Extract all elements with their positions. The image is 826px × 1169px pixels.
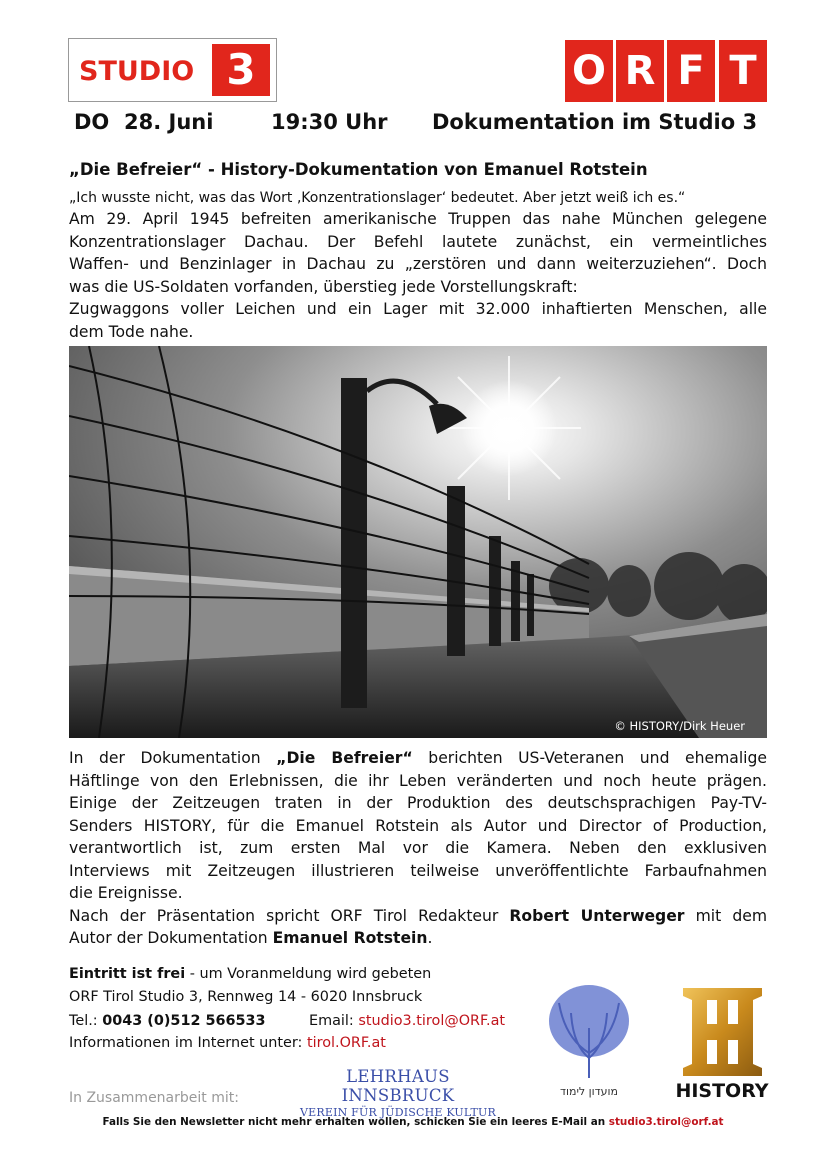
address: ORF Tirol Studio 3, Rennweg 14 - 6020 Innsbruck: [69, 989, 423, 1005]
email-line: [309, 1013, 505, 1029]
entry-info: [69, 966, 431, 982]
cooperation-label: In Zusammenarbeit mit:: [69, 1090, 239, 1106]
web-link[interactable]: tirol.ORF.at: [306, 1035, 386, 1051]
photo-credit: © HISTORY/Dirk Heuer: [614, 719, 745, 733]
body-line: Einige der Zeitzeugen traten in der Produktion des deutschsprachigen Pay-TV-: [69, 794, 767, 812]
tree-hebrew-text: מועדון לימוד: [559, 1085, 619, 1098]
body-paragraph: [69, 747, 767, 950]
orf-letter-f: F: [667, 40, 715, 102]
film-title: „Die Befreier“: [276, 749, 413, 767]
lehrhaus-subtitle: VEREIN FÜR JÜDISCHE KULTUR: [300, 1106, 496, 1119]
history-channel-logo: [665, 984, 780, 1102]
intro-line: Zugwaggons voller Leichen und ein Lager mit 32.000 inhaftierten Menschen, alle: [69, 300, 767, 318]
intro-paragraph: [69, 208, 767, 343]
header-date: 28. Juni: [124, 110, 214, 134]
entry-free: Eintritt ist frei: [69, 966, 186, 982]
tel-number[interactable]: 0043 (0)512 566533: [102, 1013, 266, 1029]
contact-line: [69, 1013, 266, 1029]
lehrhaus-innsbruck-logo: [287, 1067, 509, 1119]
body-text: Nach der Präsentation spricht ORF Tirol Redakteur: [69, 906, 510, 925]
body-line: [69, 927, 767, 950]
quote: „Ich wusste nicht, was das Wort ‚Konzentrationslager‘ bedeutet. Aber jetzt weiß ich es.“: [69, 190, 686, 206]
header-time: 19:30 Uhr: [271, 110, 388, 134]
body-line: Senders HISTORY, für die Emanuel Rotstein als Autor und Director of Production,: [69, 816, 767, 835]
body-text: Autor der Dokumentation: [69, 929, 273, 947]
orf-letter-o: O: [565, 40, 613, 102]
email-link[interactable]: studio3.tirol@ORF.at: [358, 1013, 506, 1029]
body-text: In der Dokumentation: [69, 749, 277, 767]
body-line: verantwortlich ist, zum ersten Mal vor die Kamera. Neben den exklusiven: [69, 839, 767, 857]
body-text: berichten US-Veteranen und ehemalige: [412, 749, 767, 767]
menorah-tree-icon: [545, 983, 633, 1101]
lehrhaus-name: LEHRHAUS INNSBRUCK: [341, 1067, 455, 1105]
intro-line: Am 29. April 1945 befreiten amerikanische Truppen das nahe München gelegene: [69, 210, 767, 228]
tel-label: Tel.:: [69, 1013, 103, 1029]
body-text: .: [427, 929, 433, 947]
body-text: mit dem: [684, 906, 768, 925]
intro-line: Waffen- und Benzinlager in Dachau zu „zerstören und dann weiterzuziehen“. Doch: [69, 255, 767, 273]
studio-logo-word: STUDIO: [79, 56, 195, 87]
footer-text: Falls Sie den Newsletter nicht mehr erhalten wollen, schicken Sie ein leeres E-Mail an: [102, 1116, 609, 1128]
editor-name: Robert Unterweger: [509, 906, 685, 925]
web-line: [69, 1035, 386, 1051]
studio3-logo: [68, 38, 277, 102]
footer-email-link[interactable]: studio3.tirol@orf.at: [608, 1116, 724, 1128]
intro-line: was die US-Soldaten vorfanden, überstieg jede Vorstellungskraft:: [69, 277, 578, 296]
unsubscribe-footer: [0, 1116, 826, 1128]
body-line: die Ereignisse.: [69, 884, 183, 902]
header-event-title: Dokumentation im Studio 3: [432, 110, 758, 134]
barbed-wire-fence-photo: [69, 346, 767, 738]
email-label: Email:: [309, 1013, 359, 1029]
body-line: Interviews mit Zeitzeugen illustrieren teilweise unveröffentlichte Farbaufnahmen: [69, 861, 767, 880]
author-name: Emanuel Rotstein: [272, 929, 428, 947]
moadon-limud-logo: [545, 983, 633, 1101]
orf-tirol-logo: [565, 40, 767, 102]
orf-letter-t: T: [719, 40, 767, 102]
entry-registration: - um Voranmeldung wird gebeten: [185, 966, 432, 982]
intro-line: Konzentrationslager Dachau. Der Befehl lautete zunächst, ein vermeintliches: [69, 232, 767, 251]
history-logo-text: HISTORY: [675, 1080, 769, 1102]
web-label: Informationen im Internet unter:: [69, 1035, 307, 1051]
orf-letter-r: R: [616, 40, 664, 102]
header-day: DO: [74, 110, 110, 134]
body-line: [69, 905, 767, 928]
subtitle: „Die Befreier“ - History-Dokumentation von Emanuel Rotstein: [69, 160, 648, 179]
intro-line: dem Tode nahe.: [69, 322, 194, 341]
photo-illustration: [69, 346, 767, 738]
body-line: [69, 747, 767, 770]
studio-logo-number: 3: [212, 44, 270, 96]
body-line: Häftlinge von den Erlebnissen, die ihr Leben veränderten und noch heute prägen.: [69, 771, 767, 790]
history-h-icon: [665, 984, 780, 1102]
